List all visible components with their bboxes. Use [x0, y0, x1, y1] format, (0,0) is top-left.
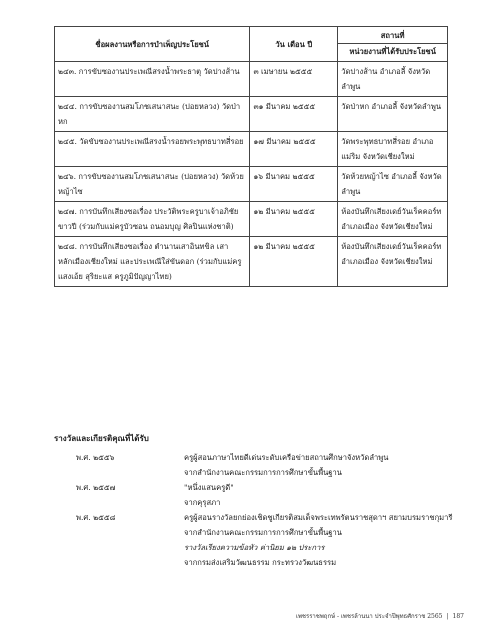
award-item	[54, 450, 454, 480]
page-footer	[296, 611, 464, 621]
award-year: พ.ศ. ๒๕๕๖	[76, 453, 115, 462]
award-year: พ.ศ. ๒๕๕๘	[76, 513, 116, 522]
footer-separator: |	[446, 613, 449, 620]
row-date: ๑๗ มีนาคม ๒๕๕๕	[250, 132, 338, 167]
header-place	[338, 27, 448, 62]
page-number: 187	[452, 613, 464, 620]
award-line: จากสำนักงานคณะกรรมการการศึกษาขั้นพื้นฐาน	[184, 528, 342, 537]
award-details	[132, 480, 454, 510]
award-details	[132, 450, 454, 480]
row-work: ๒๔๖. การขับซองานสมโภชเสนาสนะ (ปอยหลวง) วัดห้วยหญ้าไซ	[55, 167, 250, 202]
row-work: ๒๔๘. การบันทึกเสียงซอเรื่อง ตำนานเสาอินทขิล เสาหลักเมืองเชียงใหม่ และประเพณีใส่ขันดอก (ร่วมกับแม่ครูแสงเอ้ย สุริยะแส ครูภูมิปัญญาไทย)	[55, 237, 250, 287]
table-header-row	[55, 27, 448, 62]
row-date: ๓ เมษายน ๒๕๕๕	[250, 62, 338, 97]
award-year: พ.ศ. ๒๕๕๗	[76, 483, 116, 492]
table-row	[55, 237, 448, 287]
award-line-italic: รางวัลเรียงความข้อหัว ค่านิยม ๑๒ ประการ	[184, 543, 325, 552]
row-work: ๒๔๗. การบันทึกเสียงซอเรื่อง ประวัติพระครูบาเจ้าอภิชัยขาวปี (ร่วมกับแม่ครูบัวซอน ถนอมบุญ ศิลปินแห่งชาติ)	[55, 202, 250, 237]
table-row	[55, 132, 448, 167]
award-item	[54, 510, 454, 570]
header-place-top: สถานที่	[380, 31, 405, 40]
award-line: ครูผู้สอนภาษาไทยดีเด่นระดับเครือข่ายสถานศึกษาจังหวัดลำพูน	[184, 453, 389, 462]
row-place: วัดปางส้าน อำเภอลี้ จังหวัดลำพูน	[338, 62, 448, 97]
awards-section	[54, 432, 454, 570]
row-place: วัดพระพุทธบาทสี่รอย อำเภอแม่ริม จังหวัดเชียงใหม่	[338, 132, 448, 167]
header-date: วัน เดือน ปี	[250, 27, 338, 62]
row-date: ๓๑ มีนาคม ๒๕๕๕	[250, 97, 338, 132]
row-date: ๑๒ มีนาคม ๒๕๕๕	[250, 202, 338, 237]
row-date: ๑๒ มีนาคม ๒๕๕๕	[250, 237, 338, 287]
award-line: จากคุรุสภา	[184, 498, 221, 507]
row-work: ๒๔๔. การขับซองานสมโภชเสนาสนะ (ปอยหลวง) วัดป่าหก	[55, 97, 250, 132]
header-work: ชื่อผลงานหรือการบำเพ็ญประโยชน์	[55, 27, 250, 62]
row-work: ๒๔๕. วัดขับซองานประเพณีสรงน้ำรอยพระพุทธบาทสี่รอย	[55, 132, 250, 167]
header-place-bottom: หน่วยงานที่ได้รับประโยชน์	[338, 43, 447, 59]
table-row	[55, 167, 448, 202]
table-row	[55, 62, 448, 97]
award-details	[132, 510, 454, 570]
works-table	[54, 26, 448, 287]
award-line: จากสำนักงานคณะกรรมการการศึกษาขั้นพื้นฐาน	[184, 468, 342, 477]
footer-text: เพชรราชพฤกษ์ - เพชรล้านนา ประจำปีพุทธศักราช 2565	[295, 613, 443, 620]
row-place: วัดห้วยหญ้าไซ อำเภอลี้ จังหวัดลำพูน	[338, 167, 448, 202]
row-place: วัดป่าหก อำเภอลี้ จังหวัดลำพูน	[338, 97, 448, 132]
award-item	[54, 480, 454, 510]
award-line: "หนึ่งแสนครูดี"	[184, 483, 234, 492]
award-line: จากกรมส่งเสริมวัฒนธรรม กระทรวงวัฒนธรรม	[184, 558, 337, 567]
row-place: ห้องบันทึกเสียงเดย์วันเร็คคอร์ท อำเภอเมือง จังหวัดเชียงใหม่	[338, 202, 448, 237]
table-row	[55, 97, 448, 132]
row-work: ๒๔๓. การขับซองานประเพณีสรงน้ำพระธาตุ วัดปางส้าน	[55, 62, 250, 97]
awards-title: รางวัลและเกียรติคุณที่ได้รับ	[54, 433, 149, 443]
row-place: ห้องบันทึกเสียงเดย์วันเร็คคอร์ท อำเภอเมือง จังหวัดเชียงใหม่	[338, 237, 448, 287]
row-date: ๑๖ มีนาคม ๒๕๕๕	[250, 167, 338, 202]
table-row	[55, 202, 448, 237]
award-line: ครูผู้สอนรางวัลยกย่องเชิดชูเกียรติสมเด็จพระเทพรัตนราชสุดาฯ สยามบรมราชกุมารี	[184, 513, 453, 522]
